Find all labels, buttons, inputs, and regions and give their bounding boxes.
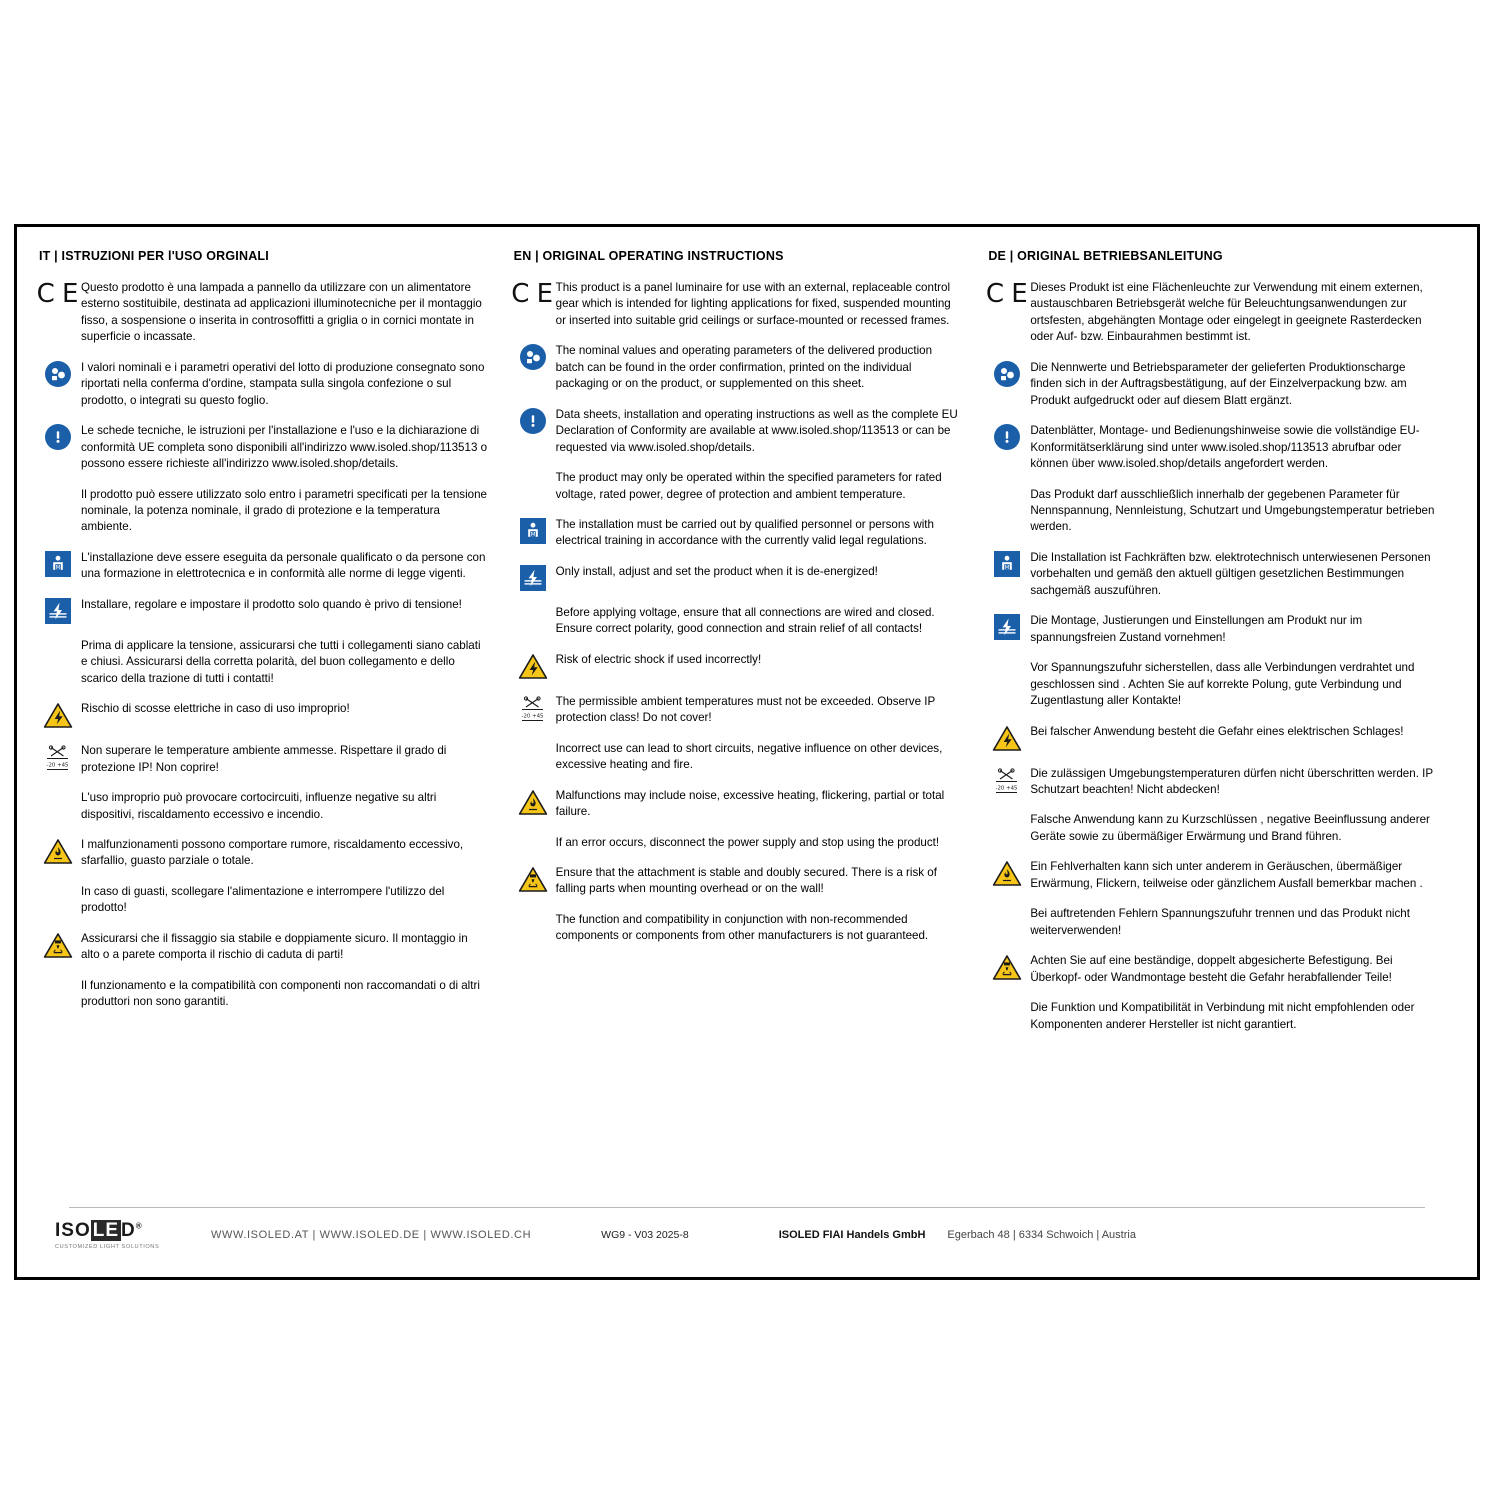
instruction-text: Datenblätter, Montage- und Bedienungshinweise sowie die vollständige EU-Konformitätserklärung sind unter www.isoled.shop/113513 abrufbar oder können über www.isoled.shop/details angefordert werden. [1030,424,1420,471]
instruction-block [510,516,963,550]
instruction-block [510,279,963,329]
ce-mark-icon: C E [985,279,1029,309]
exclamation-icon [994,424,1020,450]
logo-text-highlight: LE [92,1220,120,1241]
instruction-icon-cell [984,952,1030,981]
instruction-icon-cell [510,279,556,307]
footer-urls: WWW.ISOLED.AT | WWW.ISOLED.DE | WWW.ISOLED.CH [211,1229,532,1241]
instruction-text: L'uso improprio può provocare cortocircuiti, influenze negative su altri dispositivi, riscaldamento eccessivo e incendio. [81,791,437,821]
instruction-icon-cell [35,549,81,577]
instruction-text: Il prodotto può essere utilizzato solo entro i parametri specificati per la tensione nominale, la potenza nominale, il grado di protezione e la temperatura ambiente. [81,487,487,534]
instruction-text: Bei falscher Anwendung besteht die Gefahr eines elektrischen Schlages! [1030,724,1404,738]
instruction-block [510,911,963,945]
de-energized-icon [45,598,71,624]
logo-registered-mark: ® [135,1221,143,1231]
instruction-icon-cell [984,359,1030,387]
instruction-icon-cell [984,811,1030,813]
instruction-icon-cell [510,604,556,606]
instruction-block [35,789,488,823]
instruction-text: Before applying voltage, ensure that all connections are wired and closed. Ensure correct polarity, good connection and strain relief of all contacts! [555,605,935,636]
instruction-icon-cell [984,723,1030,752]
instruction-text: Rischio di scosse elettriche in caso di uso improprio! [81,702,350,716]
instruction-text: The installation must be carried out by qualified personnel or persons with electrical training in accordance with the currently valid legal regulations. [555,517,934,548]
instruction-icon-cell [510,516,556,544]
instruction-text: Questo prodotto è una lampada a pannello da utilizzare con un alimentatore esterno sostituibile, destinata ad applicazioni illuminotecniche per il montaggio fisso, a sospensione o inserita in controsoffitti a griglia o in cornici montate in superficie o incassate. [81,281,482,344]
instruction-text: Le schede tecniche, le istruzioni per l'installazione e l'uso e la dichiarazione di conformità UE completa sono disponibili all'indirizzo www.isoled.shop/113513 o possono essere richieste all'indirizzo www.isoled.shop/details. [81,424,488,471]
instruction-text: Falsche Anwendung kann zu Kurzschlüssen , negative Beeinflussung anderer Geräte sowie zu übermäßiger Erwärmung und Brand führen. [1030,813,1430,843]
falling-parts-warning-icon [992,954,1022,981]
instruction-block [35,700,488,729]
instruction-text: Die Funktion und Kompatibilität in Verbindung mit nicht empfohlenden oder Komponenten anderer Hersteller ist nicht garantiert. [1030,1001,1415,1031]
info-batch-icon [45,361,71,387]
instruction-text: Data sheets, installation and operating instructions as well as the complete EU Declaration of Conformity are available at www.isoled.shop/113513 or can be requested via www.isoled.shop/details. [555,407,958,454]
language-column [510,249,985,1277]
instruction-text: Die Nennwerte und Betriebsparameter der gelieferten Produktionscharge finden sich in der Auftragsbestätigung, auf der Einzelverpackung bzw. am Produkt aufgedruckt oder auf diesem Blatt ergänzt. [1030,360,1407,407]
instruction-icon-cell [510,911,556,913]
columns-container [17,227,1477,1277]
instruction-icon-cell [984,858,1030,887]
instruction-text: Dieses Produkt ist eine Flächenleuchte zur Verwendung mit einem externen, austauschbaren Betriebsgerät welche für Beleuchtungsanwendungen zur ortsfesten, abgehängten Montage oder eingelegt in geeignete Rasterdecken oder Auf- bzw. Einbaurahmen bestimmt ist. [1030,281,1423,344]
isoled-logo [55,1220,185,1250]
instruction-block [35,742,488,776]
instruction-text: Only install, adjust and set the product when it is de-energized! [555,564,878,578]
instruction-text: Die Installation ist Fachkräften bzw. elektrotechnisch unterwiesenen Personen vorbehalten und gemäß den aktuell gültigen gesetzlichen Bestimmungen sachgemäß auszuführen. [1030,550,1431,597]
instruction-text: This product is a panel luminaire for use with an external, replaceable control gear which is intended for lighting applications for fixed, suspended mounting or inserted into suitable grid ceilings or surface-mounted or recessed frames. [555,281,951,327]
instruction-icon-cell [35,883,81,885]
instruction-text: Ensure that the attachment is stable and doubly secured. There is a risk of falling parts when mounting overhead or on the wall! [555,865,937,896]
exclamation-icon [45,424,71,450]
instruction-text: Risk of electric shock if used incorrectly! [555,652,762,666]
instruction-block [510,787,963,821]
instruction-text: Installare, regolare e impostare il prodotto solo quando è privo di tensione! [81,597,462,611]
instruction-text: Non superare le temperature ambiente ammesse. Rispettare il grado di protezione IP! Non coprire! [81,744,447,774]
instruction-text: Die Montage, Justierungen und Einstellungen am Produkt nur im spannungsfreien Zustand vornehmen! [1030,614,1363,644]
instruction-icon-cell [510,469,556,471]
logo-text-right: D [121,1220,136,1241]
qualified-person-icon [45,551,71,577]
instruction-text: Bei auftretenden Fehlern Spannungszufuhr trennen und das Produkt nicht weiterverwenden! [1030,907,1410,937]
instruction-icon-cell [510,342,556,370]
instruction-block [984,999,1437,1033]
instruction-text: I malfunzionamenti possono comportare rumore, riscaldamento eccessivo, sfarfallio, guasto parziale o totale. [81,837,464,868]
instruction-sheet [14,224,1480,1280]
footer-divider [69,1207,1425,1208]
temperature-icon [518,695,548,723]
instruction-block [984,905,1437,939]
instruction-block [510,342,963,392]
instruction-icon-cell [984,486,1030,488]
instruction-block [984,612,1437,646]
language-column [984,249,1459,1277]
instruction-text: Assicurarsi che il fissaggio sia stabile e doppiamente sicuro. Il montaggio in alto o a parete comporta il rischio di caduta di parti! [81,931,468,962]
instruction-block [35,930,488,964]
instruction-block [984,359,1437,409]
column-title: IT | ISTRUZIONI PER l'USO ORGINALI [39,249,269,263]
logo-tagline: CUSTOMIZED LIGHT SOLUTIONS [55,1244,160,1250]
instruction-block [35,422,488,472]
svg-text:-20 +45: -20 +45 [46,762,69,769]
logo-wordmark [55,1220,185,1242]
fire-warning-icon [518,789,548,816]
electric-shock-warning-icon [992,725,1022,752]
instruction-icon-cell [510,864,556,893]
instruction-block [510,563,963,591]
instruction-icon-cell [510,406,556,434]
column-title: EN | ORIGINAL OPERATING INSTRUCTIONS [513,249,784,263]
instruction-icon-cell [984,659,1030,661]
instruction-text: Achten Sie auf eine beständige, doppelt abgesicherte Befestigung. Bei Überkopf- oder Wandmontage besteht die Gefahr herabfallender Teile! [1030,954,1393,984]
footer-doc-code: WG9 - V03 2025-8 [601,1229,689,1241]
instruction-block [35,486,488,536]
instruction-block [510,834,963,851]
instruction-block [510,740,963,774]
instruction-icon-cell [35,279,81,307]
instruction-icon-cell [984,612,1030,640]
electric-shock-warning-icon [43,702,73,729]
footer [17,1207,1477,1263]
ce-mark-icon: C E [511,279,555,309]
instruction-block [984,765,1437,799]
instruction-text: The permissible ambient temperatures must not be exceeded. Observe IP protection class! Do not cover! [555,694,936,725]
instruction-icon-cell [35,977,81,979]
instruction-block [984,486,1437,536]
falling-parts-warning-icon [43,932,73,959]
instruction-icon-cell [984,905,1030,907]
instruction-block [510,864,963,898]
falling-parts-warning-icon [518,866,548,893]
instruction-block [510,406,963,456]
instruction-icon-cell [35,789,81,791]
instruction-text: The product may only be operated within the specified parameters for rated voltage, rated power, degree of protection and ambient temperature. [555,471,942,501]
instruction-block [984,858,1437,892]
instruction-block [35,977,488,1011]
de-energized-icon [520,565,546,591]
instruction-text: L'installazione deve essere eseguita da personale qualificato o da persone con una formazione in elettrotecnica e in conformità alle norme di legge vigenti. [81,550,486,581]
instruction-block [35,279,488,346]
qualified-person-icon [994,551,1020,577]
instruction-icon-cell [35,359,81,387]
instruction-icon-cell [35,742,81,772]
instruction-text: The function and compatibility in conjunction with non-recommended components or components from other manufacturers is not guaranteed. [555,912,929,943]
instruction-block [984,659,1437,709]
instruction-block [35,836,488,870]
instruction-block [984,811,1437,845]
instruction-icon-cell [35,596,81,624]
instruction-block [984,279,1437,346]
instruction-icon-cell [35,836,81,865]
svg-text:-20 +45: -20 +45 [995,785,1018,792]
electric-shock-warning-icon [518,653,548,680]
ce-mark-icon: C E [36,279,80,309]
info-batch-icon [520,344,546,370]
instruction-text: Il funzionamento e la compatibilità con componenti non raccomandati o di altri produttori non sono garantiti. [81,978,480,1009]
svg-text:-20 +45: -20 +45 [521,713,544,720]
instruction-icon-cell [984,999,1030,1001]
instruction-icon-cell [510,787,556,816]
temperature-icon [992,767,1022,795]
instruction-text: Die zulässigen Umgebungstemperaturen dürfen nicht überschritten werden. IP Schutzart beachten! Nicht abdecken! [1030,766,1433,796]
instruction-text: If an error occurs, disconnect the power supply and stop using the product! [555,835,940,849]
instruction-icon-cell [35,930,81,959]
instruction-text: The nominal values and operating parameters of the delivered production batch can be found in the order confirmation, printed on the individual packaging or on the product, or supplemented on this sheet. [555,344,933,391]
instruction-icon-cell [510,693,556,723]
footer-company-address: Egerbach 48 | 6334 Schwoich | Austria [947,1229,1136,1241]
instruction-icon-cell [984,549,1030,577]
temperature-icon [43,744,73,772]
instruction-block [510,469,963,503]
instruction-icon-cell [984,765,1030,795]
instruction-text: Ein Fehlverhalten kann sich unter anderem in Geräuschen, übermäßiger Erwärmung, Flickern, teilweise oder gänzlichem Ausfall bemerkbar machen . [1030,860,1423,890]
instruction-block [35,359,488,409]
instruction-icon-cell [35,637,81,639]
de-energized-icon [994,614,1020,640]
instruction-text: Vor Spannungszufuhr sicherstellen, dass alle Verbindungen verdrahtet und geschlossen sind . Achten Sie auf korrekte Polung, gute Verbindung und Zugentlastung aller Kontakte! [1030,661,1415,708]
instruction-block [984,422,1437,472]
instruction-block [984,723,1437,752]
instruction-text: In caso di guasti, scollegare l'alimentazione e interrompere l'utilizzo del prodotto! [81,884,445,915]
instruction-block [510,651,963,680]
instruction-block [35,637,488,687]
instruction-icon-cell [35,422,81,450]
instruction-block [35,596,488,624]
instruction-icon-cell [35,486,81,488]
instruction-block [35,883,488,917]
fire-warning-icon [992,860,1022,887]
instruction-icon-cell [984,422,1030,450]
exclamation-icon [520,408,546,434]
instruction-text: I valori nominali e i parametri operativi del lotto di produzione consegnato sono riportati nella conferma d'ordine, stampata sulla singola confezione o sul prodotto, o integrati su questo foglio. [81,360,485,407]
svg-text:M: M [1004,564,1010,571]
instruction-icon-cell [984,279,1030,307]
instruction-icon-cell [510,651,556,680]
instruction-icon-cell [510,740,556,742]
column-title: DE | ORIGINAL BETRIEBSANLEITUNG [988,249,1223,263]
svg-text:M: M [55,564,61,571]
instruction-text: Prima di applicare la tensione, assicurarsi che tutti i collegamenti siano cablati e chiusi. Assicurarsi della corretta polarità, del buon collegamento e dello scarico della trazione di tutti i contatti! [81,638,481,685]
info-batch-icon [994,361,1020,387]
instruction-text: Das Produkt darf ausschließlich innerhalb der gegebenen Parameter für Nennspannung, Nennleistung, Schutzart und Umgebungstemperatur betrieben werden. [1030,487,1435,534]
instruction-block [984,549,1437,599]
logo-text-left: ISO [55,1220,91,1241]
qualified-person-icon [520,518,546,544]
instruction-icon-cell [35,700,81,729]
svg-text:M: M [530,531,536,538]
instruction-block [35,549,488,583]
instruction-block [984,952,1437,986]
instruction-block [510,604,963,638]
instruction-icon-cell [510,563,556,591]
instruction-block [510,693,963,727]
language-column [35,249,510,1277]
fire-warning-icon [43,838,73,865]
footer-company-name: ISOLED FIAI Handels GmbH [778,1229,926,1241]
instruction-icon-cell [510,834,556,836]
instruction-text: Malfunctions may include noise, excessive heating, flickering, partial or total failure. [555,788,945,819]
instruction-text: Incorrect use can lead to short circuits, negative influence on other devices, excessive heating and fire. [555,741,943,772]
